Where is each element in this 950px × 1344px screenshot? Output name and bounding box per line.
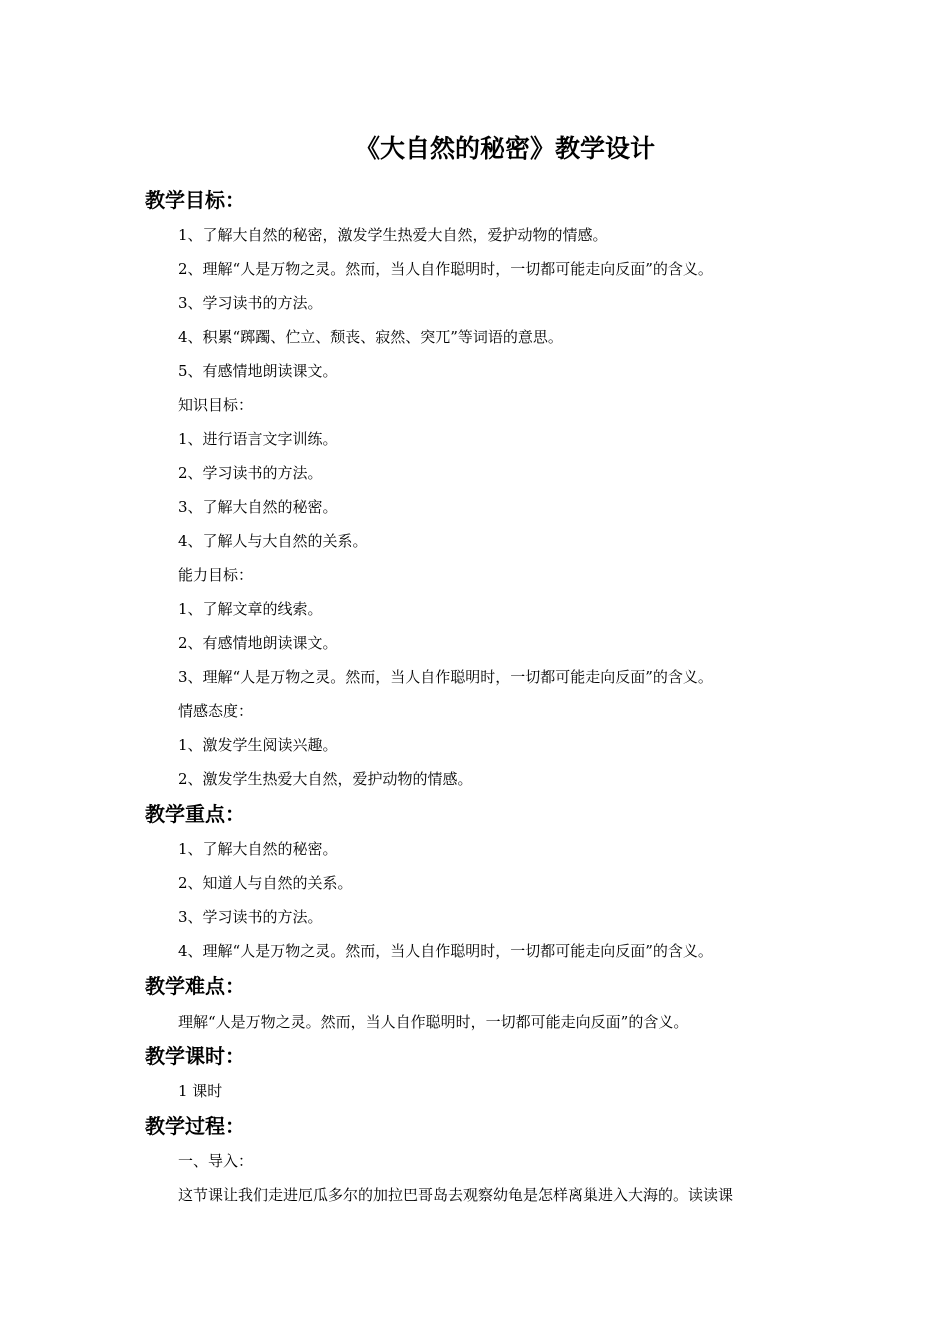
ability-goal-item: 2、有感情地朗读课文。	[178, 634, 338, 652]
ability-goals-label: 能力目标：	[178, 566, 254, 584]
key-point-item: 2、知道人与自然的关系。	[178, 874, 353, 892]
key-points-heading: 教学重点：	[145, 802, 245, 826]
difficulty-text: 理解“人是万物之灵。然而，当人自作聪明时，一切都可能走向反面”的含义。	[178, 1013, 689, 1031]
key-point-item: 3、学习读书的方法。	[178, 908, 323, 926]
process-step-label: 一、导入：	[178, 1152, 254, 1170]
hours-heading: 教学课时：	[145, 1044, 245, 1068]
attitude-goals-label: 情感态度：	[178, 702, 254, 720]
goal-item: 3、学习读书的方法。	[178, 294, 323, 312]
key-point-item: 4、理解“人是万物之灵。然而，当人自作聪明时，一切都可能走向反面”的含义。	[178, 942, 713, 960]
goals-heading: 教学目标：	[145, 188, 245, 212]
attitude-goal-item: 1、激发学生阅读兴趣。	[178, 736, 338, 754]
ability-goal-item: 1、了解文章的线索。	[178, 600, 323, 618]
goal-item: 2、理解“人是万物之灵。然而，当人自作聪明时，一切都可能走向反面”的含义。	[178, 260, 713, 278]
ability-goal-item: 3、理解“人是万物之灵。然而，当人自作聪明时，一切都可能走向反面”的含义。	[178, 668, 713, 686]
attitude-goal-item: 2、激发学生热爱大自然，爱护动物的情感。	[178, 770, 473, 788]
knowledge-goal-item: 3、了解大自然的秘密。	[178, 498, 338, 516]
knowledge-goal-item: 2、学习读书的方法。	[178, 464, 323, 482]
goal-item: 4、积累“踯躅、伫立、颓丧、寂然、突兀”等词语的意思。	[178, 328, 563, 346]
difficulties-heading: 教学难点：	[145, 974, 245, 998]
knowledge-goal-item: 1、进行语言文字训练。	[178, 430, 338, 448]
goal-item: 1、了解大自然的秘密，激发学生热爱大自然，爱护动物的情感。	[178, 226, 608, 244]
document-title: 《大自然的秘密》教学设计	[354, 134, 655, 163]
knowledge-goals-label: 知识目标：	[178, 396, 254, 414]
knowledge-goal-item: 4、了解人与大自然的关系。	[178, 532, 368, 550]
hours-text: 1 课时	[178, 1082, 223, 1100]
goal-item: 5、有感情地朗读课文。	[178, 362, 338, 380]
key-point-item: 1、了解大自然的秘密。	[178, 840, 338, 858]
process-intro-text: 这节课让我们走进厄瓜多尔的加拉巴哥岛去观察幼龟是怎样离巢进入大海的。读读课	[178, 1186, 734, 1204]
process-heading: 教学过程：	[145, 1114, 245, 1138]
